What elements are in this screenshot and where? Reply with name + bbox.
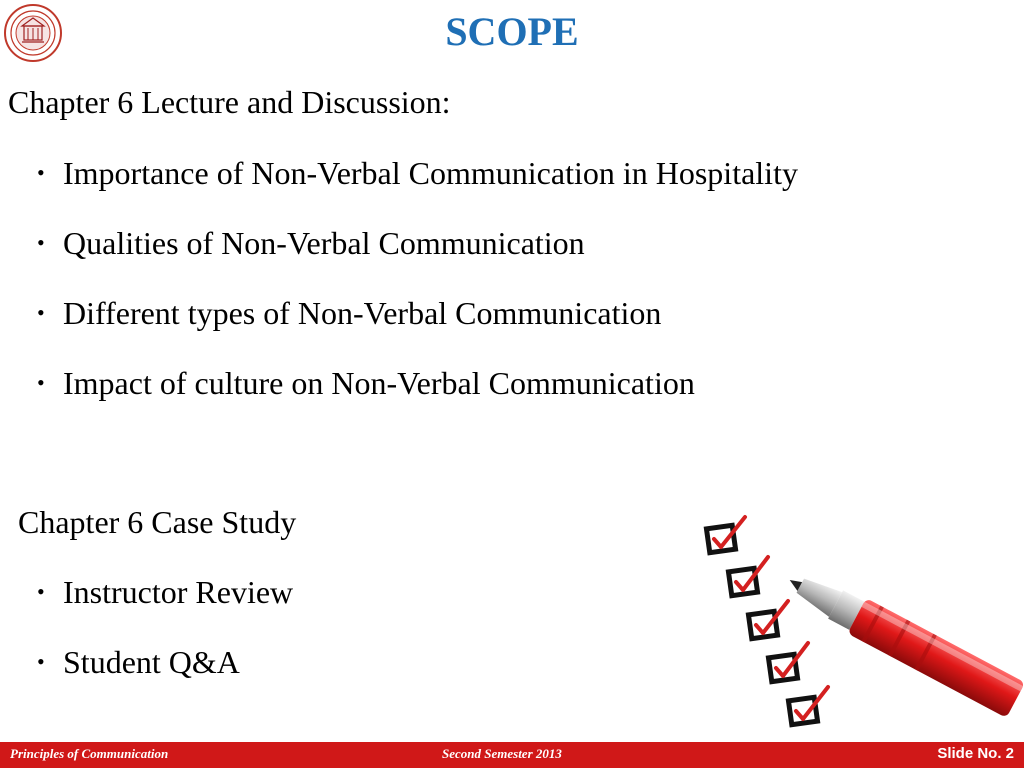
bullet-icon: •: [37, 300, 45, 325]
bullet-icon: •: [37, 579, 45, 604]
section-heading-lecture: Chapter 6 Lecture and Discussion:: [8, 84, 451, 120]
slide-number: Slide No. 2: [937, 745, 1014, 762]
slide-title: SCOPE: [445, 9, 579, 54]
bullet-text: Different types of Non-Verbal Communication: [63, 295, 662, 331]
list-item: [37, 295, 798, 365]
bullet-text: Instructor Review: [63, 574, 294, 610]
case-study-bullet-list: [37, 574, 293, 714]
bullet-icon: •: [37, 649, 45, 674]
list-item: [37, 365, 798, 435]
footer-course-title: Principles of Communication: [10, 746, 169, 761]
bullet-icon: •: [37, 370, 45, 395]
bullet-icon: •: [37, 160, 45, 185]
bullet-text: Importance of Non-Verbal Communication in Hospitality: [63, 155, 798, 191]
bullet-icon: •: [37, 230, 45, 255]
list-item: [37, 644, 293, 714]
footer-bar: [0, 742, 1024, 768]
checklist-with-red-pen-icon: [690, 505, 1024, 745]
bullet-text: Qualities of Non-Verbal Communication: [63, 225, 585, 261]
list-item: [37, 574, 293, 644]
list-item: [37, 155, 798, 225]
section-heading-case-study: Chapter 6 Case Study: [18, 504, 297, 540]
footer-semester: Second Semester 2013: [442, 746, 562, 761]
bullet-text: Impact of culture on Non-Verbal Communication: [63, 365, 695, 401]
bullet-text: Student Q&A: [63, 644, 240, 680]
list-item: [37, 225, 798, 295]
lecture-bullet-list: [37, 155, 798, 435]
